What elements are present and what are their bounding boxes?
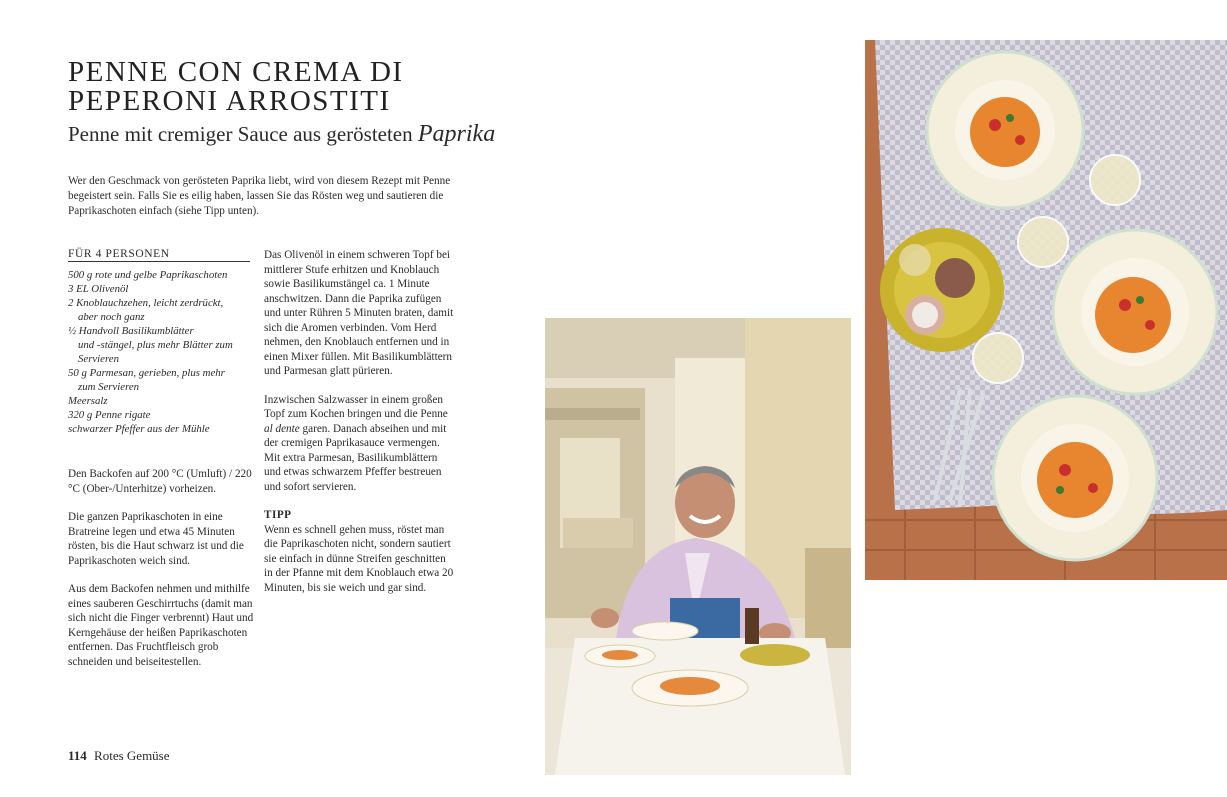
chef-photo — [545, 318, 851, 775]
page-footer — [68, 748, 170, 764]
overhead-photo-illustration — [865, 40, 1227, 580]
ingredient-line: 2 Knoblauchzehen, leicht zerdrückt, — [68, 297, 224, 309]
tipp-text: Wenn es schnell gehen muss, röstet man die Paprikaschoten nicht, sondern sautiert sie einfach in dünne Streifen geschnitten in der Pfanne mit dem Knoblauch etwa 20 Minuten, bis sie weich und gar sind. — [264, 523, 454, 594]
title-line-1: PENNE CON CREMA DI — [68, 56, 404, 88]
page-number: 114 — [68, 748, 87, 763]
pasta-text-italic: al dente — [264, 422, 300, 435]
recipe-subtitle — [68, 121, 495, 148]
chef-photo-illustration — [545, 318, 851, 775]
ingredients-heading: FÜR 4 PERSONEN — [68, 248, 250, 262]
ingredient-line: und -stängel, plus mehr Blätter zum — [78, 339, 233, 351]
recipe-title — [68, 58, 404, 116]
ingredient-line: 50 g Parmesan, gerieben, plus mehr — [68, 367, 225, 379]
method-step: Aus dem Backofen nehmen und mithilfe eines sauberen Geschirrtuchs (damit man sich nicht die Finger verbrennt) Haut und Kerngehäuse der heißen Paprikaschoten entfernen. Das Fruchtfleisch grob schneiden und beiseitestellen. — [68, 583, 254, 668]
method-step-olive-oil: Das Olivenöl in einem schweren Topf bei mittlerer Stufe erhitzen und Knoblauch sowie Basilikumstängel ca. 1 Minute anschwitzen. Dann die Paprika zufügen und unter Rühren 5 Minuten braten, damit sich die Aromen verbinden. Vom Herd nehmen, den Knoblauch entfernen und in einen Mixer füllen. Mit Basilikumblättern und Parmesan glatt pürieren. — [264, 249, 454, 377]
subtitle-italic: Paprika — [417, 121, 496, 147]
ingredient-line: 320 g Penne rigate — [68, 409, 151, 421]
ingredient-line: zum Servieren — [78, 381, 140, 393]
pasta-text-a: Inzwischen Salzwasser in einem großen Topf zum Kochen bringen und die Penne — [264, 393, 448, 420]
method-step: Den Backofen auf 200 °C (Umluft) / 220 °C (Ober-/Unterhitze) vorheizen. — [68, 468, 252, 495]
ingredient-line: Servieren — [78, 353, 119, 365]
ingredient-line: aber noch ganz — [78, 311, 145, 323]
pasta-text-b: garen. Danach abseihen und mit der cremigen Paprikasauce vermengen. Mit extra Parmesan, Basilikumblättern und etwas schwarzem Pfeffer bestreuen und sofort servieren. — [264, 422, 447, 493]
intro-text: Wer den Geschmack von gerösteten Paprika liebt, wird von diesem Rezept mit Penne begeistert sein. Falls Sie es eilig haben, lassen Sie das Rösten weg und sautieren die Paprikaschoten einfach (siehe Tipp unten). — [68, 175, 451, 218]
ingredients-list — [68, 268, 258, 436]
ingredient-line: schwarzer Pfeffer aus der Mühle — [68, 423, 210, 435]
overhead-food-photo — [865, 40, 1227, 580]
ingredient-line: 500 g rote und gelbe Paprikaschoten — [68, 269, 228, 281]
method-column-2 — [264, 248, 454, 595]
tipp-heading: TIPP — [264, 509, 292, 521]
title-line-2: PEPERONI ARROSTITI — [68, 85, 391, 117]
ingredient-line: 3 EL Olivenöl — [68, 283, 129, 295]
method-step: Die ganzen Paprikaschoten in eine Bratreine legen und etwa 45 Minuten rösten, bis die Haut schwarz ist und die Paprikaschoten weich sind. — [68, 511, 244, 567]
subtitle-text: Penne mit cremiger Sauce aus gerösteten — [68, 122, 413, 146]
ingredient-line: ½ Handvoll Basilikumblätter — [68, 325, 194, 337]
method-column-1 — [68, 467, 256, 683]
ingredient-line: Meersalz — [68, 395, 108, 407]
method-step-pasta — [264, 393, 454, 495]
section-name: Rotes Gemüse — [94, 748, 170, 763]
